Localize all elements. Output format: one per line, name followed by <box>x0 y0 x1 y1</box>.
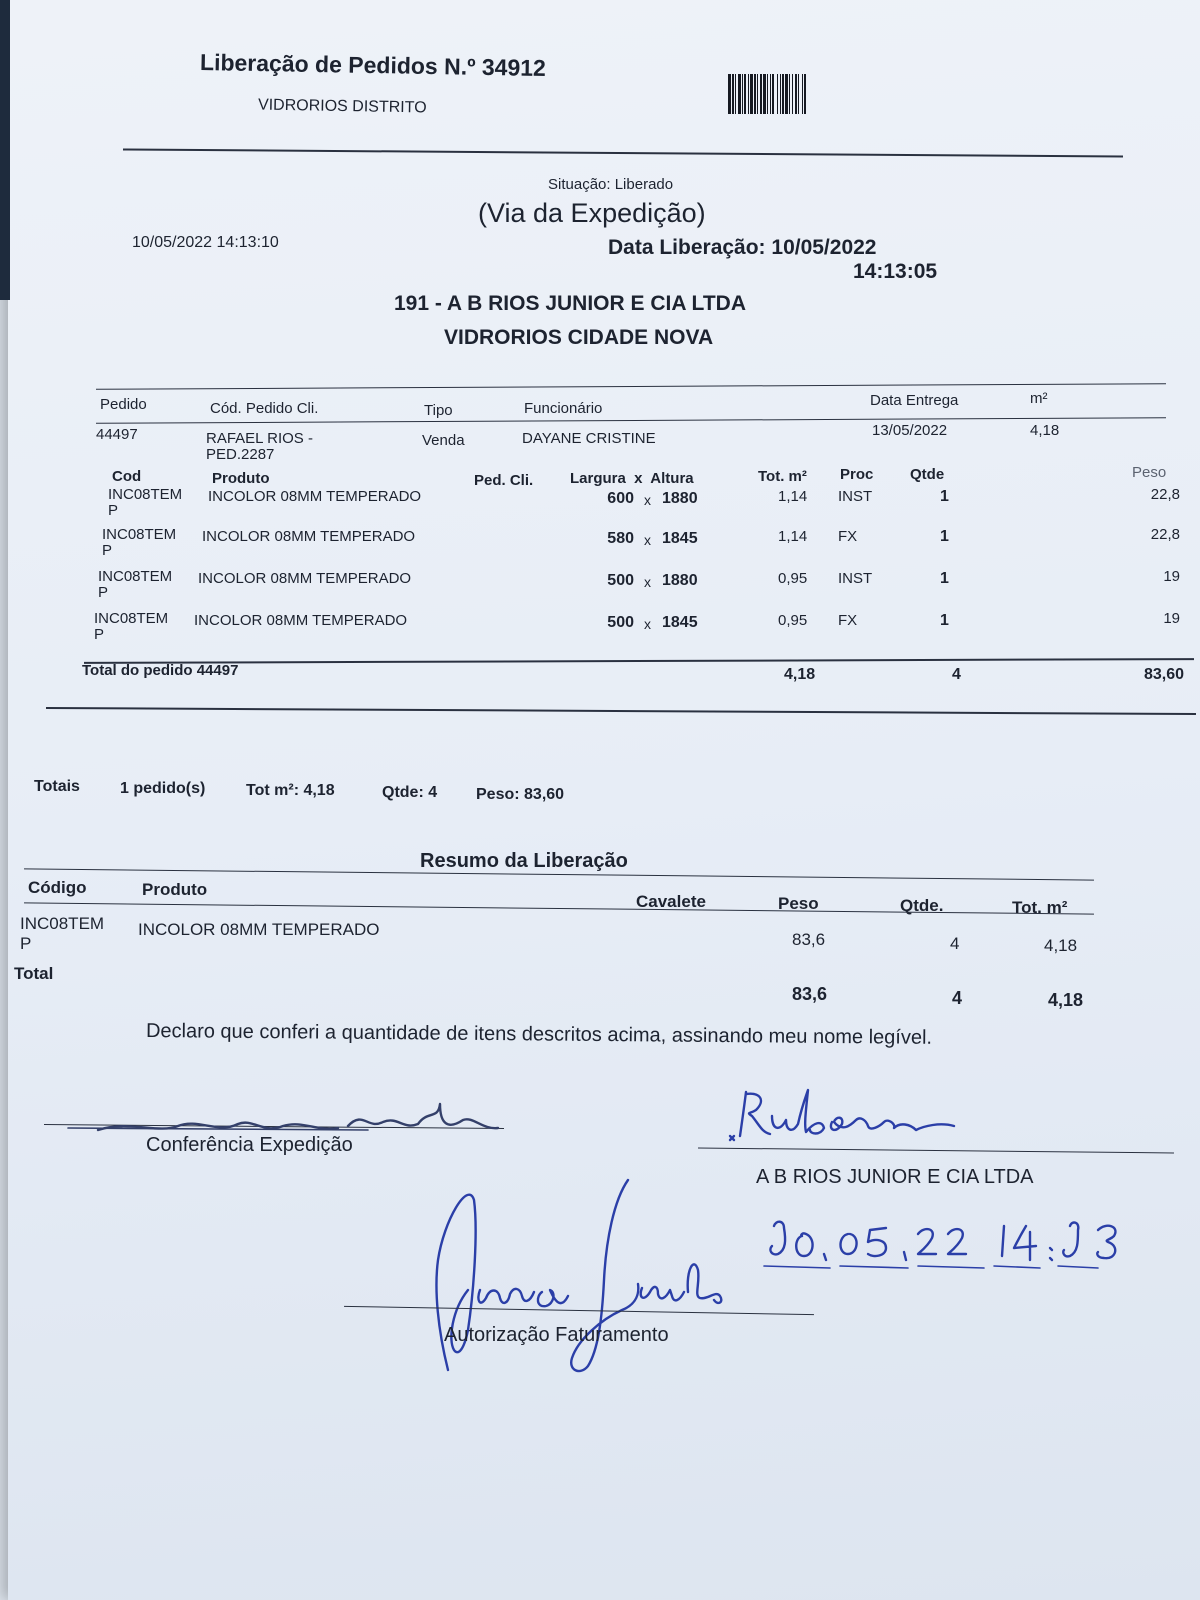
col-header-cod: Cod <box>112 468 142 485</box>
delivery-date: 13/05/2022 <box>872 422 948 439</box>
col-header-cod-cli: Cód. Pedido Cli. <box>210 400 319 417</box>
item-times: x <box>644 492 651 508</box>
item-height: 1845 <box>662 530 698 547</box>
col-header-dimensions: Largura x Altura <box>570 470 694 487</box>
item-height: 1880 <box>662 572 698 589</box>
col-header-data-entrega: Data Entrega <box>870 392 959 409</box>
totals-label: Totais <box>34 778 80 795</box>
item-peso: 19 <box>1163 610 1180 627</box>
item-tot-m2: 1,14 <box>778 488 808 505</box>
barcode <box>728 74 900 114</box>
signature-label-conferencia: Conferência Expedição <box>146 1134 353 1156</box>
col-header-tipo: Tipo <box>424 402 453 419</box>
section-divider <box>46 707 1196 715</box>
header-divider <box>123 149 1123 158</box>
item-product: INCOLOR 08MM TEMPERADO <box>208 488 422 505</box>
item-code-line2: P <box>108 502 119 519</box>
summary-col-codigo: Código <box>28 878 87 897</box>
item-width: 500 <box>607 572 634 589</box>
summary-row-tot-m2: 4,18 <box>1044 936 1078 955</box>
summary-total-peso: 83,6 <box>792 984 828 1004</box>
item-proc: FX <box>838 528 858 545</box>
item-height: 1880 <box>662 490 698 507</box>
item-code-line1: INC08TEM <box>94 610 169 627</box>
customer-name: 191 - A B RIOS JUNIOR E CIA LTDA <box>394 292 746 315</box>
item-product: INCOLOR 08MM TEMPERADO <box>202 528 416 545</box>
order-type: Venda <box>422 432 465 449</box>
item-code-line1: INC08TEM <box>108 486 183 503</box>
item-peso: 19 <box>1163 568 1180 585</box>
item-tot-m2: 1,14 <box>778 528 808 545</box>
item-proc: INST <box>838 570 873 587</box>
item-qtde: 1 <box>940 570 949 587</box>
col-header-qtde: Qtde <box>910 466 945 483</box>
item-proc: FX <box>838 612 858 629</box>
col-header-produto: Produto <box>212 470 270 487</box>
employee-name: DAYANE CRISTINE <box>522 430 656 447</box>
order-number: 44497 <box>96 426 138 443</box>
totals-m2: Tot m²: 4,18 <box>246 782 335 799</box>
item-code-line2: P <box>98 584 109 601</box>
summary-total-label: Total <box>14 964 54 983</box>
copy-type-title: (Via da Expedição) <box>478 198 706 228</box>
item-tot-m2: 0,95 <box>778 612 808 629</box>
release-time: 14:13:05 <box>853 260 938 283</box>
col-header-proc: Proc <box>840 466 874 483</box>
item-product: INCOLOR 08MM TEMPERADO <box>194 612 408 629</box>
order-total-qtde: 4 <box>952 666 961 683</box>
item-width: 500 <box>607 614 634 631</box>
table-top-rule <box>96 383 1166 390</box>
release-date: Data Liberação: 10/05/2022 <box>608 236 877 259</box>
printed-datetime: 10/05/2022 14:13:10 <box>132 234 279 251</box>
document-title: Liberação de Pedidos N.º 34912 <box>199 48 547 82</box>
item-code-line1: INC08TEM <box>98 568 173 585</box>
item-times: x <box>644 574 651 590</box>
summary-title: Resumo da Liberação <box>420 850 628 872</box>
item-times: x <box>644 616 651 632</box>
item-peso: 22,8 <box>1150 486 1180 503</box>
document-subtitle: VIDRORIOS DISTRITO <box>257 96 427 117</box>
col-header-ped-cli: Ped. Cli. <box>474 472 534 489</box>
summary-col-produto: Produto <box>142 880 208 899</box>
items-bottom-rule <box>84 658 1194 664</box>
totals-orders: 1 pedido(s) <box>120 780 206 797</box>
col-header-pedido: Pedido <box>100 396 147 413</box>
col-header-m2: m² <box>1030 390 1048 407</box>
totals-peso: Peso: 83,60 <box>476 786 565 803</box>
order-total-peso: 83,60 <box>1144 666 1185 683</box>
client-order-code-line2: PED.2287 <box>206 446 275 463</box>
page-edge-shadow <box>0 0 10 300</box>
signature-label-autorizacao: Autorização Faturamento <box>444 1324 669 1346</box>
summary-col-tot-m2: Tot. m² <box>1012 898 1068 917</box>
summary-row-peso: 83,6 <box>792 930 826 949</box>
summary-total-qtde: 4 <box>952 988 963 1008</box>
col-header-peso: Peso <box>1132 464 1167 481</box>
summary-row-qtde: 4 <box>950 934 960 953</box>
order-m2: 4,18 <box>1030 422 1060 439</box>
item-code-line2: P <box>94 626 105 643</box>
totals-qtde: Qtde: 4 <box>382 784 438 801</box>
signature-autorizacao <box>418 1180 738 1385</box>
item-peso: 22,8 <box>1150 526 1180 543</box>
summary-col-peso: Peso <box>778 894 819 913</box>
item-height: 1845 <box>662 614 698 631</box>
col-header-tot-m2: Tot. m² <box>758 468 807 485</box>
declaration-text: Declaro que conferi a quantidade de itens descritos acima, assinando meu nome legível. <box>145 1020 933 1049</box>
item-qtde: 1 <box>940 612 949 629</box>
item-proc: INST <box>838 488 873 505</box>
item-tot-m2: 0,95 <box>778 570 808 587</box>
summary-col-qtde: Qtde. <box>900 896 944 915</box>
item-qtde: 1 <box>940 488 949 505</box>
store-name: VIDRORIOS CIDADE NOVA <box>444 326 714 349</box>
summary-total-tot-m2: 4,18 <box>1048 990 1084 1010</box>
table-header-rule <box>96 417 1166 424</box>
order-total-m2: 4,18 <box>784 666 816 683</box>
summary-col-cavalete: Cavalete <box>636 892 706 911</box>
item-qtde: 1 <box>940 528 949 545</box>
item-code-line1: INC08TEM <box>102 526 177 543</box>
status-text: Situação: Liberado <box>548 176 674 193</box>
item-times: x <box>644 532 651 548</box>
item-width: 580 <box>607 530 634 547</box>
order-total-label: Total do pedido 44497 <box>82 662 239 679</box>
document-page <box>8 0 1200 1600</box>
signature-label-empresa: A B RIOS JUNIOR E CIA LTDA <box>756 1166 1034 1188</box>
col-header-funcionario: Funcionário <box>524 400 603 417</box>
summary-row-code-line1: INC08TEM <box>20 914 105 933</box>
item-width: 600 <box>607 490 634 507</box>
summary-row-code-line2: P <box>20 934 32 953</box>
handwritten-date <box>764 1214 1144 1289</box>
item-product: INCOLOR 08MM TEMPERADO <box>198 570 412 587</box>
client-order-code-line1: RAFAEL RIOS - <box>206 430 313 447</box>
item-code-line2: P <box>102 542 113 559</box>
summary-row-product: INCOLOR 08MM TEMPERADO <box>138 920 380 939</box>
